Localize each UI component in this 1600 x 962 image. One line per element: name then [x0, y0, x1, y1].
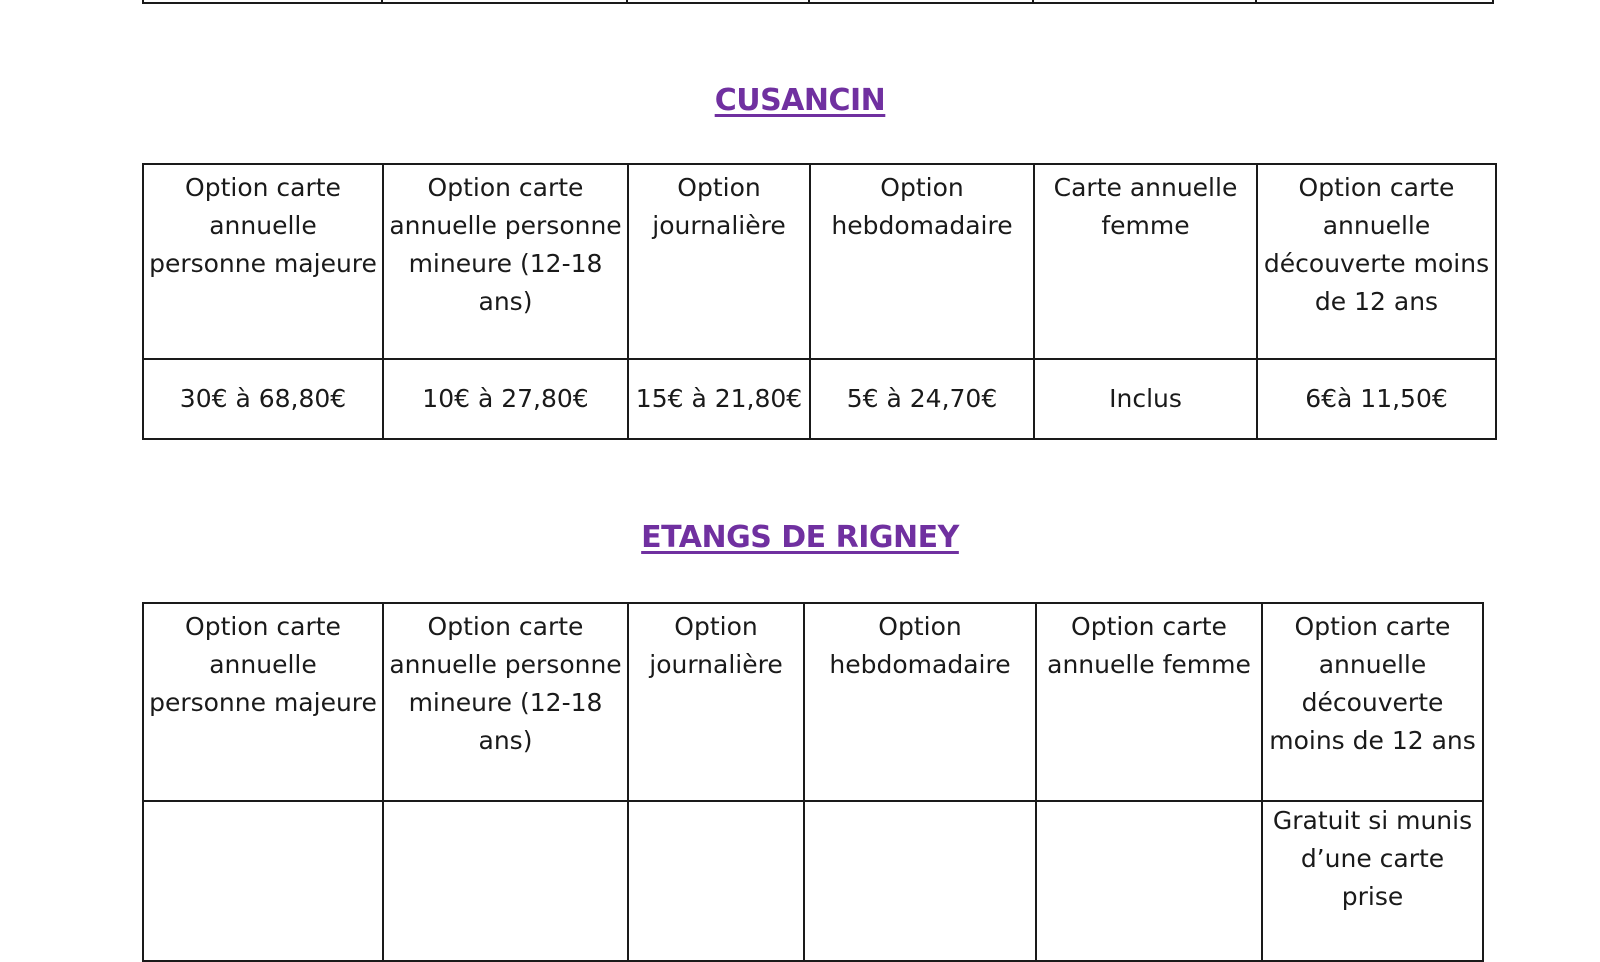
value-cell-minor: 10€ à 27,80€ — [383, 359, 628, 439]
header-cell-adult: Option carte annuelle personne majeure — [143, 603, 383, 801]
section-title-etangs-de-rigney: ETANGS DE RIGNEY — [641, 520, 959, 555]
value-cell-women: Inclus — [1034, 359, 1257, 439]
header-cell-minor: Option carte annuelle personne mineure (12-18 ans) — [383, 603, 628, 801]
header-cell-weekly: Option hebdomadaire — [810, 164, 1034, 359]
header-cell-women: Option carte annuelle femme — [1036, 603, 1262, 801]
value-cell-daily — [628, 801, 804, 961]
header-cell-minor: Option carte annuelle personne mineure (12-18 ans) — [383, 164, 628, 359]
section-title-cusancin: CUSANCIN — [714, 83, 886, 118]
value-cell-weekly — [804, 801, 1036, 961]
value-cell-women — [1036, 801, 1262, 961]
tariff-table-etangs-de-rigney — [142, 602, 1484, 962]
value-cell-weekly: 5€ à 24,70€ — [810, 359, 1034, 439]
header-cell-daily: Option journalière — [628, 603, 804, 801]
table-row — [143, 359, 1496, 439]
previous-table-bottom-edge — [142, 0, 1494, 4]
table-row — [143, 801, 1483, 961]
table-header-row — [143, 164, 1496, 359]
value-cell-minor — [383, 801, 628, 961]
value-cell-daily: 15€ à 21,80€ — [628, 359, 810, 439]
table-header-row — [143, 603, 1483, 801]
tariff-table-cusancin — [142, 163, 1497, 440]
header-cell-adult: Option carte annuelle personne majeure — [143, 164, 383, 359]
value-cell-discovery: 6€à 11,50€ — [1257, 359, 1496, 439]
header-cell-daily: Option journalière — [628, 164, 810, 359]
value-cell-adult — [143, 801, 383, 961]
value-cell-adult: 30€ à 68,80€ — [143, 359, 383, 439]
header-cell-weekly: Option hebdomadaire — [804, 603, 1036, 801]
header-cell-discovery: Option carte annuelle découverte moins de 12 ans — [1262, 603, 1483, 801]
header-cell-discovery: Option carte annuelle découverte moins de 12 ans — [1257, 164, 1496, 359]
header-cell-women: Carte annuelle femme — [1034, 164, 1257, 359]
value-cell-discovery: Gratuit si munis d’une carte prise — [1262, 801, 1483, 961]
